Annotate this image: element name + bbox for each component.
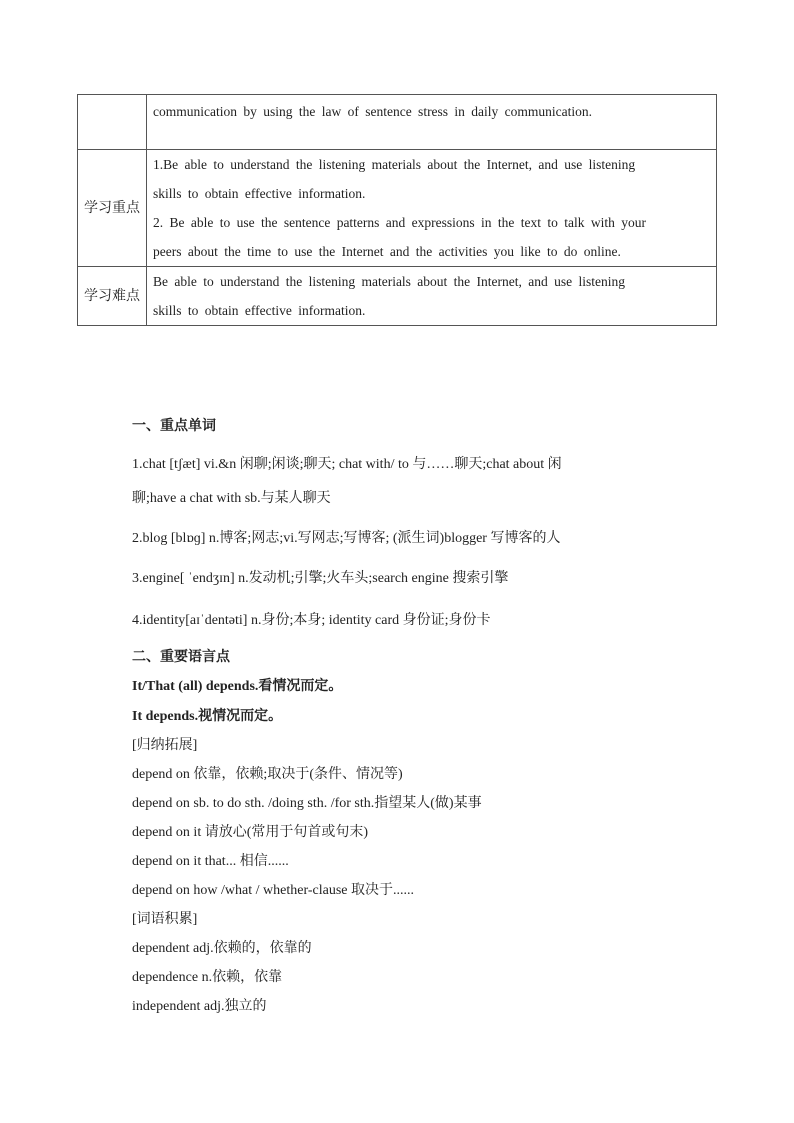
goals-line: skills to obtain effective information.: [153, 186, 366, 201]
vocab-item: independent adj.独立的: [132, 999, 267, 1014]
expand-item: depend on 依靠，依赖;取决于(条件、情况等): [132, 767, 403, 782]
expand-item: depend on it that... 相信......: [132, 854, 289, 869]
vocab-item: dependence n.依赖，依靠: [132, 970, 283, 985]
expand-item: depend on sb. to do sth. /doing sth. /for sth.指望某人(做)某事: [132, 796, 482, 811]
goals-row-continued: [78, 95, 717, 150]
goals-line: communication by using the law of sentence stress in daily communication.: [153, 104, 593, 119]
key-phrase: It/That (all) depends.看情况而定。: [132, 679, 343, 694]
goals-line: peers about the time to use the Internet and the activities you like to do online.: [153, 244, 621, 259]
vocab-item: dependent adj.依赖的，依靠的: [132, 941, 312, 956]
learning-goals-table: [77, 94, 717, 326]
goals-row-label: 学习难点: [78, 267, 147, 326]
content-body: [132, 410, 692, 1021]
vocab-entry: 4.identity[aɪˈdentəti] n.身份;本身; identity card 身份证;身份卡: [132, 613, 491, 628]
goals-row-label: 学习重点: [78, 150, 147, 267]
section-heading-language-points: 二、重要语言点: [132, 649, 230, 665]
goals-row-label: [78, 95, 147, 150]
section-heading-vocabulary: 一、重点单词: [132, 418, 216, 434]
subsection-title-expand: [归纳拓展]: [132, 738, 198, 753]
vocab-entry: 聊;have a chat with sb.与某人聊天: [132, 491, 331, 506]
goals-row-content: [147, 267, 717, 326]
goals-line: Be able to understand the listening materials about the Internet, and use listening: [153, 274, 626, 289]
key-phrase: It depends.视情况而定。: [132, 709, 283, 724]
goals-row-content: [147, 95, 717, 150]
goals-line: skills to obtain effective information.: [153, 303, 366, 318]
goals-line: 2. Be able to use the sentence patterns and expressions in the text to talk with your: [153, 215, 647, 230]
expand-item: depend on it 请放心(常用于句首或句末): [132, 825, 369, 840]
goals-row-content: [147, 150, 717, 267]
goals-row-key-points: [78, 150, 717, 267]
vocab-entry: 1.chat [tʃæt] vi.&n 闲聊;闲谈;聊天; chat with/ to 与……聊天;chat about 闲: [132, 457, 562, 472]
expand-item: depend on how /what / whether-clause 取决于......: [132, 883, 414, 898]
goals-line: 1.Be able to understand the listening materials about the Internet, and use listening: [153, 157, 636, 172]
vocab-entry: 3.engine[ ˈendʒɪn] n.发动机;引擎;火车头;search engine 搜索引擎: [132, 571, 509, 586]
subsection-title-vocab: [词语积累]: [132, 912, 198, 927]
goals-row-difficulties: [78, 267, 717, 326]
vocab-entry: 2.blog [blɒɡ] n.博客;网志;vi.写网志;写博客; (派生词)blogger 写博客的人: [132, 531, 561, 546]
